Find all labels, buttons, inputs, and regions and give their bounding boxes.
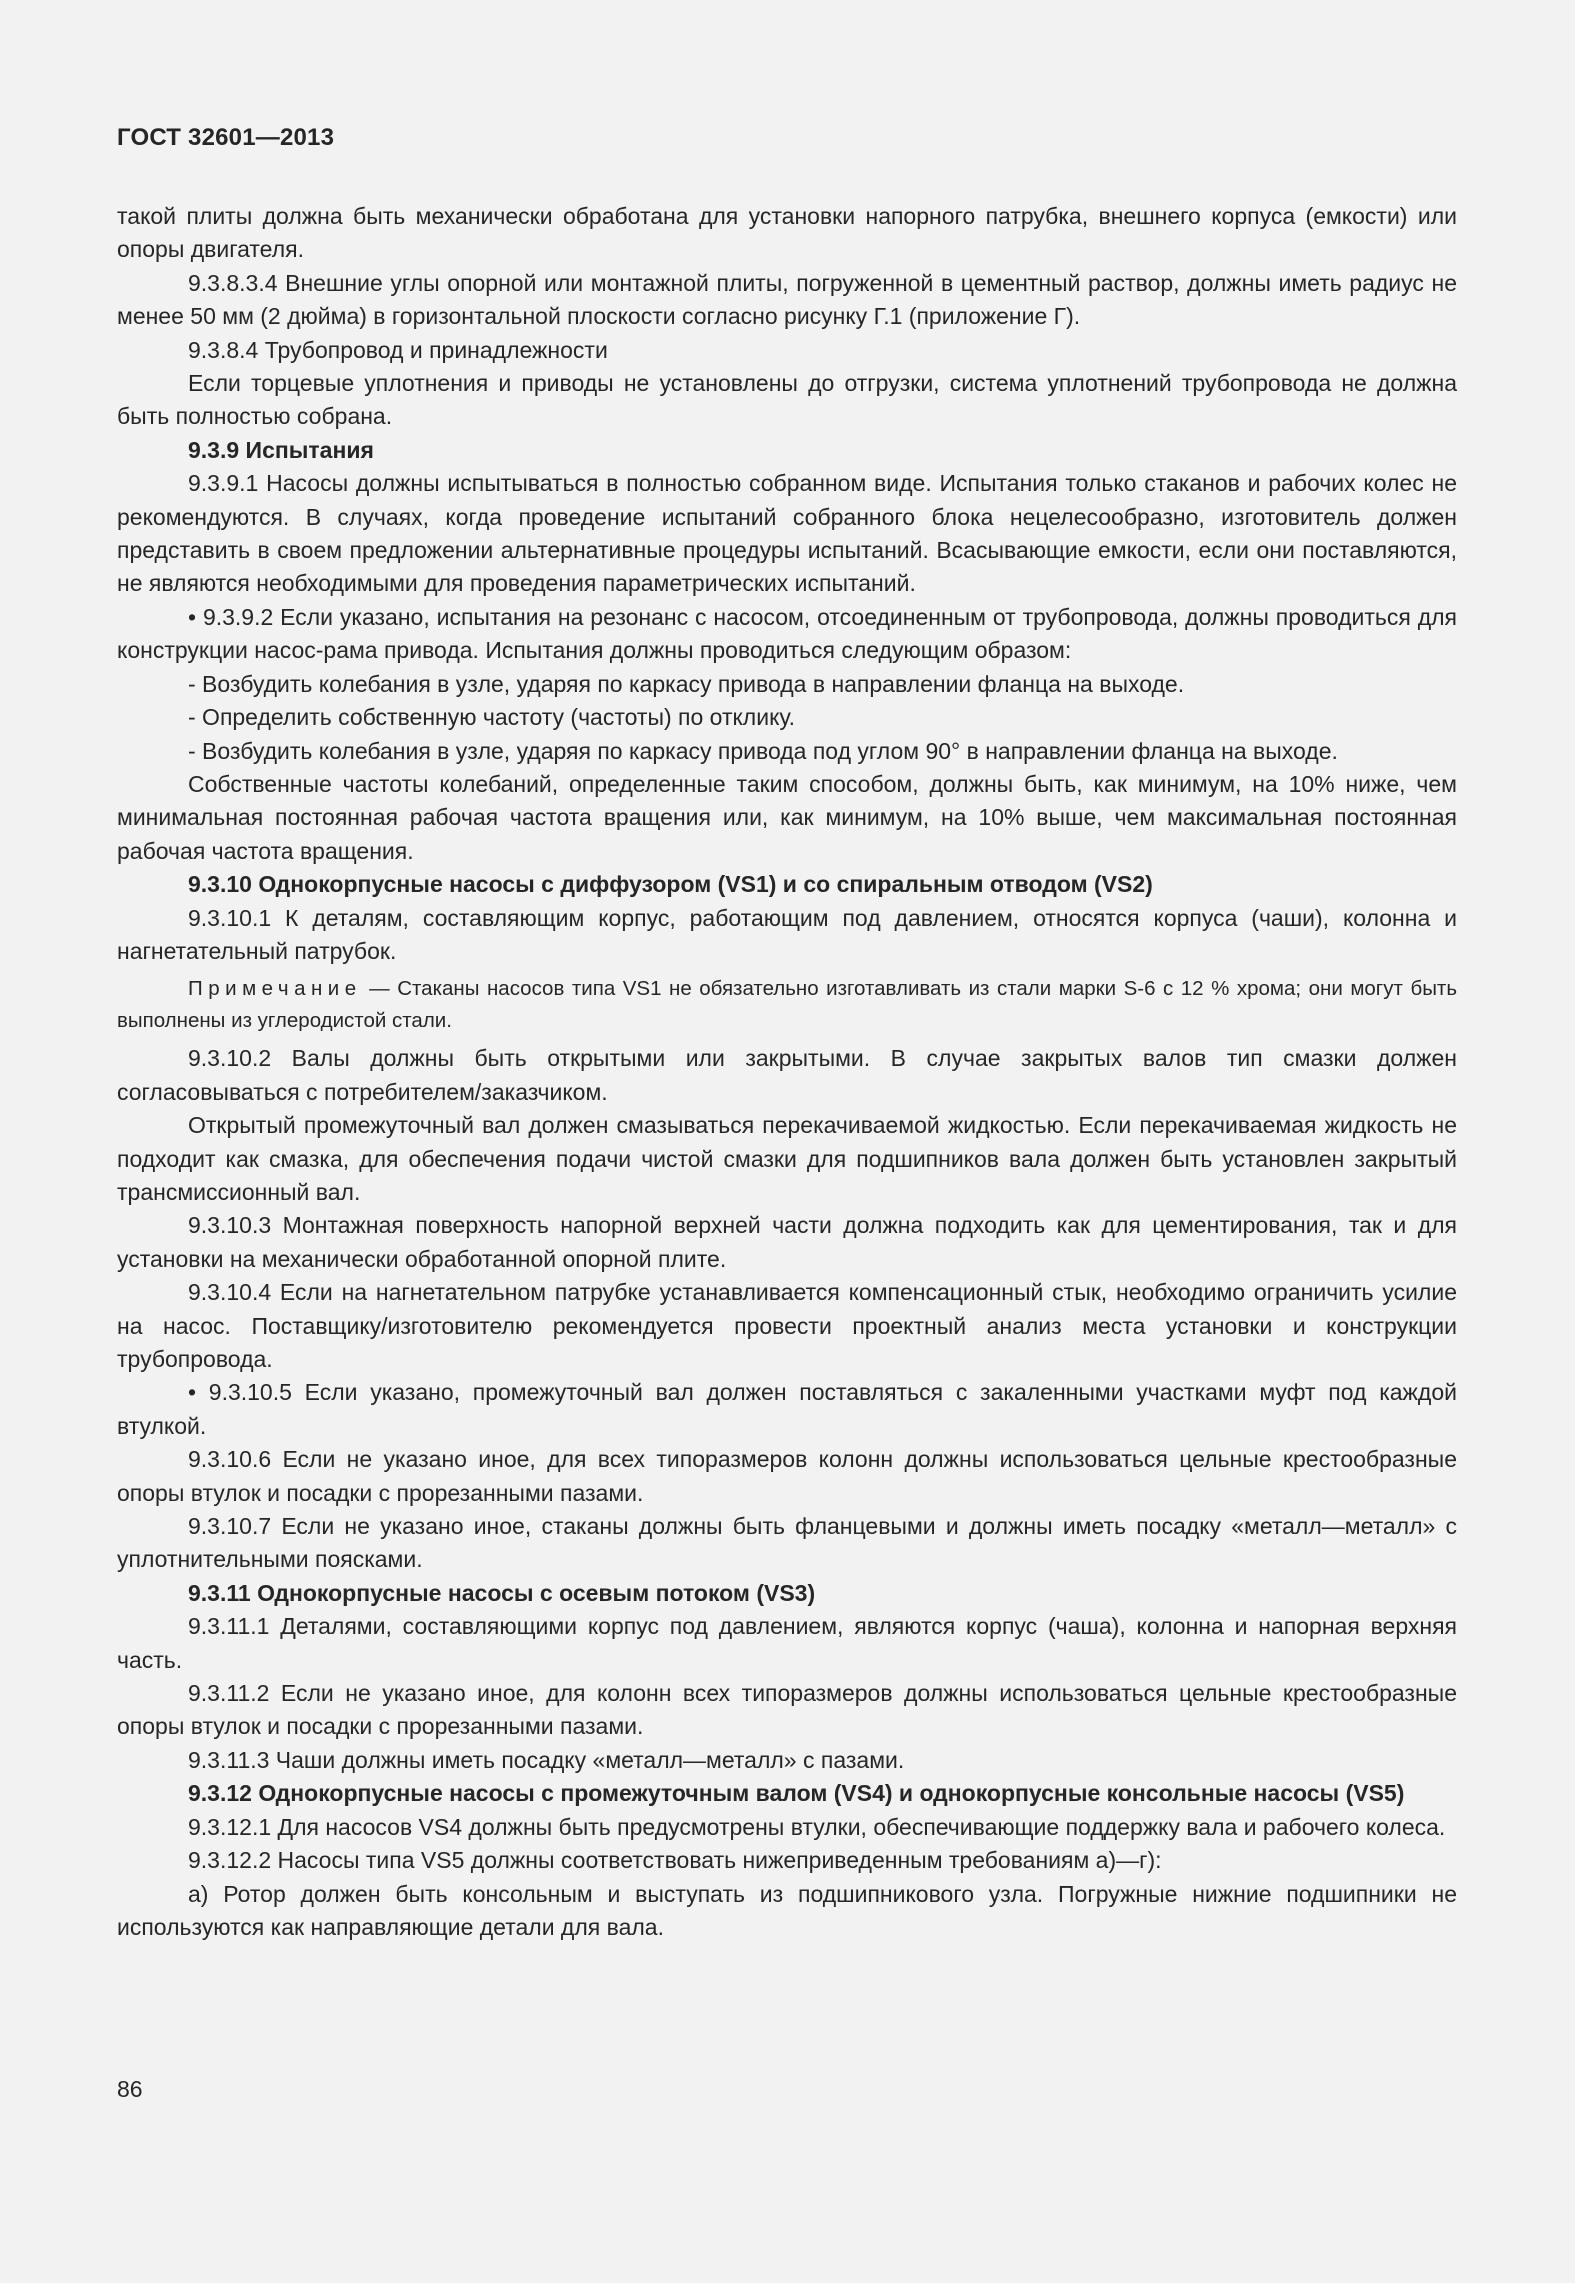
section-heading: 9.3.11 Однокорпусные насосы с осевым потоком (VS3) bbox=[188, 1579, 816, 1606]
paragraph: Собственные частоты колебаний, определенные таким способом, должны быть, как минимум, на 10% ниже, чем минимальная постоянная рабочая частота вращения или, как минимум, на 10% выше, чем максимальная постоянная рабочая частота вращения. bbox=[117, 770, 1457, 864]
paragraph: 9.3.11.2 Если не указано иное, для колонн всех типоразмеров должны использоваться цельные крестообразные опоры втулок и посадки с прорезанными пазами. bbox=[117, 1680, 1457, 1740]
paragraph: 9.3.10.4 Если на нагнетательном патрубке устанавливается компенсационный стык, необходимо ограничить усилие на насос. Поставщику/изготовителю рекомендуется провести проектный анализ места установки и конструкции трубопровода. bbox=[117, 1279, 1457, 1372]
paragraph: 9.3.10.7 Если не указано иное, стаканы должны быть фланцевыми и должны иметь посадку «металл—металл» с уплотнительными поясками. bbox=[117, 1513, 1457, 1573]
paragraph: 9.3.10.6 Если не указано иное, для всех типоразмеров колонн должны использоваться цельные крестообразные опоры втулок и посадки с прорезанными пазами. bbox=[117, 1446, 1457, 1506]
paragraph: 9.3.12.1 Для насосов VS4 должны быть предусмотрены втулки, обеспечивающие поддержку вала и рабочего колеса. bbox=[188, 1813, 1446, 1840]
paragraph-subheading: 9.3.8.4 Трубопровод и принадлежности bbox=[188, 336, 608, 363]
paragraph: • 9.3.10.5 Если указано, промежуточный вал должен поставляться с закаленными участками муфт под каждой втулкой. bbox=[117, 1379, 1457, 1439]
list-item: - Возбудить колебания в узле, ударяя по каркасу привода под углом 90° в направлении фланца на выходе. bbox=[188, 737, 1338, 764]
paragraph: Открытый промежуточный вал должен смазываться перекачиваемой жидкостью. Если перекачиваемая жидкость не подходит как смазка, для обеспечения подачи чистой смазки для подшипников вала должен быть установлен закрытый трансмиссионный вал. bbox=[117, 1112, 1457, 1205]
list-item: - Определить собственную частоту (частоты) по отклику. bbox=[188, 704, 795, 731]
paragraph: 9.3.11.1 Деталями, составляющими корпус под давлением, являются корпус (чаша), колонна и напорная верхняя часть. bbox=[117, 1613, 1457, 1673]
page-number: 86 bbox=[117, 2076, 143, 2102]
paragraph: такой плиты должна быть механически обработана для установки напорного патрубка, внешнего корпуса (емкости) или опоры двигателя. bbox=[117, 203, 1457, 263]
paragraph: • 9.3.9.2 Если указано, испытания на резонанс с насосом, отсоединенным от трубопровода, должны проводиться для конструкции насос-рама привода. Испытания должны проводиться следующим образом: bbox=[117, 603, 1457, 664]
paragraph: Если торцевые уплотнения и приводы не установлены до отгрузки, система уплотнений трубопровода не должна быть полностью собрана. bbox=[117, 370, 1457, 430]
paragraph: 9.3.11.3 Чаши должны иметь посадку «металл—металл» с пазами. bbox=[188, 1746, 905, 1773]
paragraph: 9.3.10.2 Валы должны быть открытыми или закрытыми. В случае закрытых валов тип смазки должен согласовываться с потребителем/заказчиком. bbox=[117, 1045, 1457, 1105]
document-code-header: ГОСТ 32601—2013 bbox=[117, 124, 335, 151]
paragraph: 9.3.8.3.4 Внешние углы опорной или монтажной плиты, погруженной в цементный раствор, должны иметь радиус не менее 50 мм (2 дюйма) в горизонтальной плоскости согласно рисунку Г.1 (приложение Г). bbox=[117, 269, 1457, 330]
note-text: — Стаканы насосов типа VS1 не обязательно изготавливать из стали марки S-6 с 12 % хрома; они могут быть выполнены из углеродистой стали. bbox=[117, 977, 1457, 1033]
paragraph: 9.3.9.1 Насосы должны испытываться в полностью собранном виде. Испытания только стаканов и рабочих колес не рекомендуются. В случаях, когда проведение испытаний собранного блока нецелесообразно, изготовитель должен представить в своем предложении альтернативные процедуры испытаний. Всасывающие емкости, если они поставляются, не являются необходимыми для проведения параметрических испытаний. bbox=[117, 470, 1457, 597]
note-label: Примечание bbox=[188, 977, 362, 1001]
paragraph: 9.3.10.3 Монтажная поверхность напорной верхней части должна подходить как для цементирования, так и для установки на механически обработанной опорной плите. bbox=[117, 1212, 1457, 1272]
section-heading: 9.3.9 Испытания bbox=[188, 436, 374, 463]
document-body bbox=[117, 200, 1457, 1944]
list-item: - Возбудить колебания в узле, ударяя по каркасу привода в направлении фланца на выходе. bbox=[188, 670, 1185, 697]
paragraph: а) Ротор должен быть консольным и выступать из подшипникового узла. Погружные нижние подшипники не используются как направляющие детали для вала. bbox=[117, 1880, 1457, 1940]
paragraph: 9.3.12.2 Насосы типа VS5 должны соответствовать нижеприведенным требованиям а)—г): bbox=[188, 1847, 1162, 1874]
note bbox=[117, 973, 1457, 1037]
section-heading: 9.3.10 Однокорпусные насосы с диффузором (VS1) и со спиральным отводом (VS2) bbox=[188, 871, 1153, 898]
paragraph: 9.3.10.1 К деталям, составляющим корпус, работающим под давлением, относятся корпуса (чаши), колонна и нагнетательный патрубок. bbox=[117, 904, 1457, 964]
section-heading: 9.3.12 Однокорпусные насосы с промежуточным валом (VS4) и однокорпусные консольные насосы (VS5) bbox=[188, 1780, 1405, 1807]
